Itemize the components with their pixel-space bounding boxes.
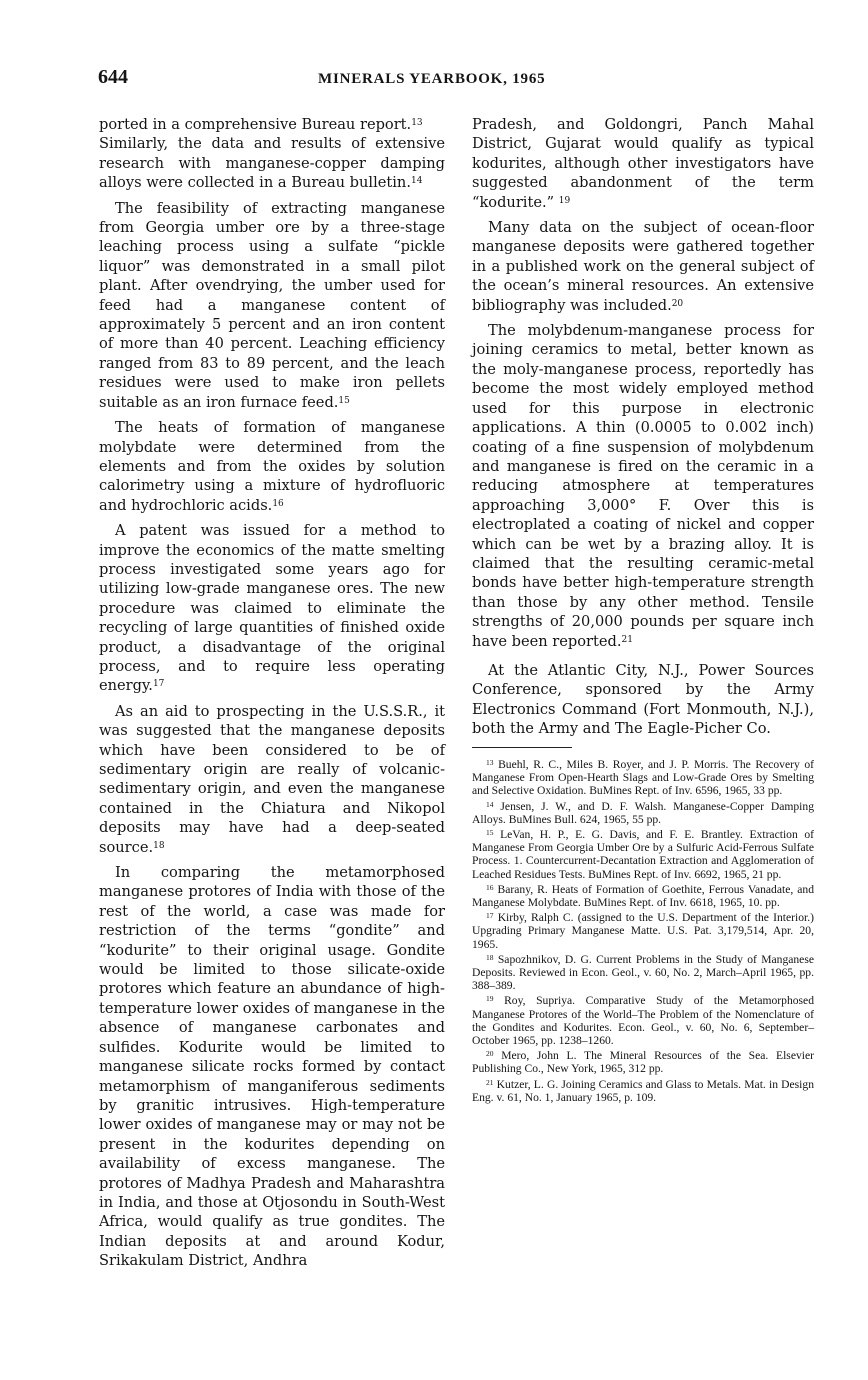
paragraph: At the Atlantic City, N.J., Power Sources Conference, sponsored by the Army Electronics Command (Fort Monmouth, N.J.), both the Army and The Eagle-Picher Co. xyxy=(472,661,814,738)
footnotes xyxy=(472,758,814,1106)
footnote-ref: 14 xyxy=(410,176,423,187)
footnote-ref: 17 xyxy=(152,679,165,690)
footnote-ref: 21 xyxy=(621,634,633,645)
paragraph: Pradesh, and Goldongri, Panch Mahal District, Gujarat would qualify as typical kodurites, although other investigators have suggested abandonment of the term “kodurite.” $^{19}$ xyxy=(472,116,814,211)
footnote-divider xyxy=(472,747,572,748)
footnote: $^{16}$ Barany, R. Heats of Formation of Goethite, Ferrous Vanadate, and Manganese Molybdate. BuMines Rept. of Inv. 6618, 1965, 10. pp. xyxy=(472,882,815,910)
footnote: $^{21}$ Kutzer, L. G. Joining Ceramics and Glass to Metals. Mat. in Design Eng. v. 61, No. 1, January 1965, p. 109. xyxy=(472,1077,814,1104)
footnote-ref: 13 xyxy=(411,118,423,128)
footnote-ref: 18 xyxy=(153,840,165,851)
footnote: $^{18}$ Sapozhnikov, D. G. Current Problems in the Study of Manganese Deposits. Reviewed in Econ. Geol., v. 60, No. 2, March–April 1965, pp. 388–389. xyxy=(472,952,814,993)
paragraph: In comparing the metamorphosed manganese protores of India with those of the rest of the world, a case was made for restriction of the terms “gondite” and “kodurite” to their original usage. Gondite would be limited to those silicate-oxide protores which feature an abundance of high-temperature lower oxides of manganese in the absence of manganese carbonates and sulfides. Kodurite would be limited to manganese silicate rocks formed by contact metamorphism of manganiferous sediments by granitic intrusives. High-temperature lower oxides of manganese may or may not be present in the kodurites depending on availability of excess manganese. The protores of Madhya Pradesh and Maharashtra in India, and those at Otjosondu in South-West Africa, would qualify as true gondites. The Indian deposits at and around Kodur, Srikakulam District, Andhra xyxy=(99,864,445,1270)
paragraph: Similarly, the data and results of extensive research with manganese-copper damping alloys were collected in a Bureau bulletin.$^{14}$ xyxy=(99,135,445,192)
footnote: $^{19}$ Roy, Supriya. Comparative Study of the Metamorphosed Manganese Protores of the World–The Problem of the Nomenclature of the Gondites and Kodurites. Econ. Geol., v. 60, No. 6, September–October 1965, pp. 1238–1260. xyxy=(472,994,815,1048)
paragraph: As an aid to prospecting in the U.S.S.R., it was suggested that the manganese deposits which have been considered to be of sedimentary origin are really of volcanic-sedimentary origin, and even the manganese contained in the Chiatura and Nikopol deposits may have had a deep-seated source.$^{18}$ xyxy=(99,702,445,856)
running-title: MINERALS YEARBOOK, 1965 xyxy=(318,71,546,87)
paragraph: ported in a comprehensive Bureau report.$^{13}$ xyxy=(99,116,423,133)
paragraph: A patent was issued for a method to improve the economics of the matte smelting process investigated some years ago for utilizing low-grade manganese ores. The new procedure was claimed to eliminate the recycling of large quantities of finished oxide product, a disadvantage of the original process, and to require less operating energy.$^{17}$ xyxy=(99,522,445,695)
footnote-ref: 20 xyxy=(671,298,684,309)
footnote-ref: 16 xyxy=(272,498,284,509)
page-number: 644 xyxy=(98,66,128,88)
footnote: $^{13}$ Buehl, R. C., Miles B. Royer, and J. P. Morris. The Recovery of Manganese From Open-Hearth Slags and Low-Grade Ores by Smelting and Selective Oxidation. BuMines Rept. of Inv. 6596, 1965, 33 pp. xyxy=(472,758,815,798)
paragraph: Many data on the subject of ocean-floor manganese deposits were gathered together in a published work on the general subject of the ocean’s mineral resources. An extensive bibliography was included.$^{20}$ xyxy=(472,219,814,314)
paragraph: The molybdenum-manganese process for joining ceramics to metal, better known as the moly-manganese process, reportedly has become the most widely employed method used for this purpose in electronic applications. A thin (0.0005 to 0.002 inch) coating of a fine suspension of molybdenum and manganese is fired on the ceramic in a reducing atmosphere at temperatures approaching 3,000° F. Over this is electroplated a coating of nickel and copper which can be wet by a brazing alloy. It is claimed that the resulting ceramic-metal bonds have better high-temperature strength than those by any other method. Tensile strengths of 20,000 pounds per square inch have been reported.$^{21}$ xyxy=(472,322,814,650)
paragraph: The heats of formation of manganese molybdate were determined from the elements and from the oxides by solution calorimetry using a mixture of hydrofluoric and hydrochloric acids.$^{16}$ xyxy=(99,419,445,514)
left-column xyxy=(99,115,445,1271)
right-column xyxy=(472,115,814,739)
paragraph: The feasibility of extracting manganese from Georgia umber ore by a three-stage leaching process using a sulfate “pickle liquor” was demonstrated in a small pilot plant. After ovendrying, the umber used for feed had a manganese content of approximately 5 percent and an iron content of more than 40 percent. Leaching efficiency ranged from 83 to 89 percent, and the leach residues were used to make iron pellets suitable as an iron furnace feed.$^{15}$ xyxy=(99,199,445,411)
footnote: $^{14}$ Jensen, J. W., and D. F. Walsh. Manganese-Copper Damping Alloys. BuMines Bull. 624, 1965, 55 pp. xyxy=(472,799,814,826)
footnote-ref: 19 xyxy=(558,195,571,206)
footnote: $^{20}$ Mero, John L. The Mineral Resources of the Sea. Elsevier Publishing Co., New York, 1965, 312 pp. xyxy=(472,1049,814,1076)
footnote: $^{15}$ LeVan, H. P., E. G. Davis, and F. E. Brantley. Extraction of Manganese From Georgia Umber Ore by a Sulfuric Acid-Ferrous Sulfate Process. 1. Countercurrent-Decantation Extraction and Agglomeration of Leached Residues Tests. BuMines Rept. of Inv. 6692, 1965, 21 pp. xyxy=(472,828,814,881)
footnote: $^{17}$ Kirby, Ralph C. (assigned to the U.S. Department of the Interior.) Upgrading Primary Manganese Matte. U.S. Pat. 3,179,514, Apr. 20, 1965. xyxy=(472,911,814,951)
footnote-ref: 15 xyxy=(338,395,350,406)
